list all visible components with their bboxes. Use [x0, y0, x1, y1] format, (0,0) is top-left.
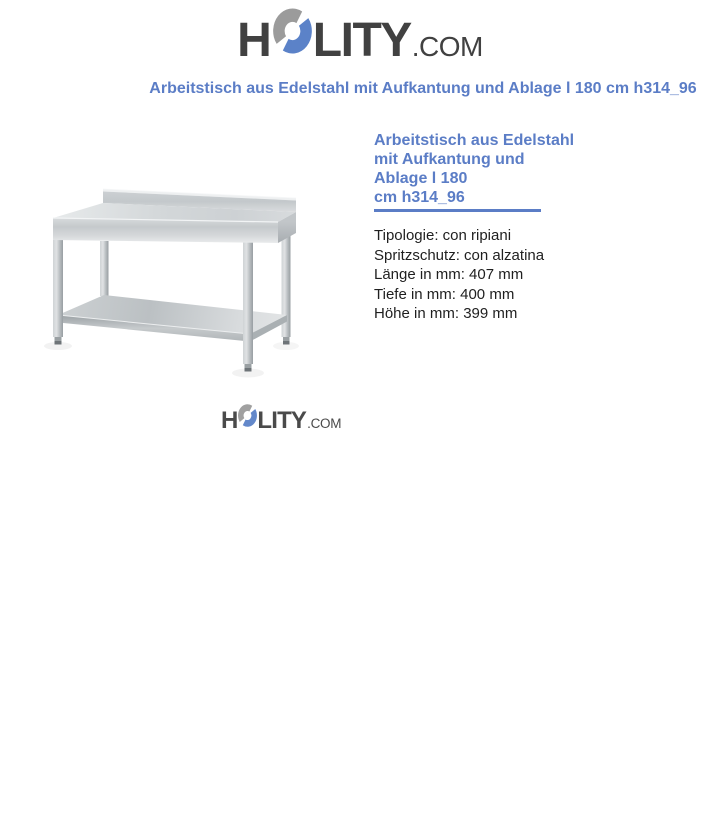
attribute-line: Höhe in mm: 399 mm — [374, 305, 518, 322]
product-title — [374, 131, 574, 212]
logo-letter-h: H — [237, 14, 272, 67]
product-title-line: Arbeitstisch aus Edelstahl — [374, 132, 575, 149]
watermark-logo — [221, 403, 341, 433]
product-title-line: Ablage l 180 — [374, 170, 468, 187]
attribute-line: Tipologie: con ripiani — [374, 227, 512, 244]
attribute-line: Spritzschutz: con alzatina — [374, 246, 545, 264]
product-title-line: mit Aufkantung und — [374, 151, 525, 168]
holity-logo[interactable] — [0, 6, 720, 65]
logo-letters-lity: LITY — [257, 407, 307, 434]
logo-letter-h: H — [221, 407, 239, 434]
logo-tld: .COM — [411, 31, 483, 62]
logo-letters-lity: LITY — [312, 14, 411, 67]
product-image — [35, 163, 355, 391]
logo-tld: .COM — [307, 416, 342, 431]
logo-swirl-icon — [271, 6, 314, 56]
attribute-line: Tiefe in mm: 400 mm — [374, 285, 515, 303]
page-title: Arbeitstisch aus Edelstahl mit Aufkantung und Ablage l 180 cm h314_96 — [149, 80, 697, 97]
product-code-underlined: cm h314_96 — [374, 188, 541, 212]
attribute-line: Länge in mm: 407 mm — [374, 266, 524, 283]
product-attributes — [374, 226, 544, 324]
logo-swirl-icon — [237, 403, 258, 428]
